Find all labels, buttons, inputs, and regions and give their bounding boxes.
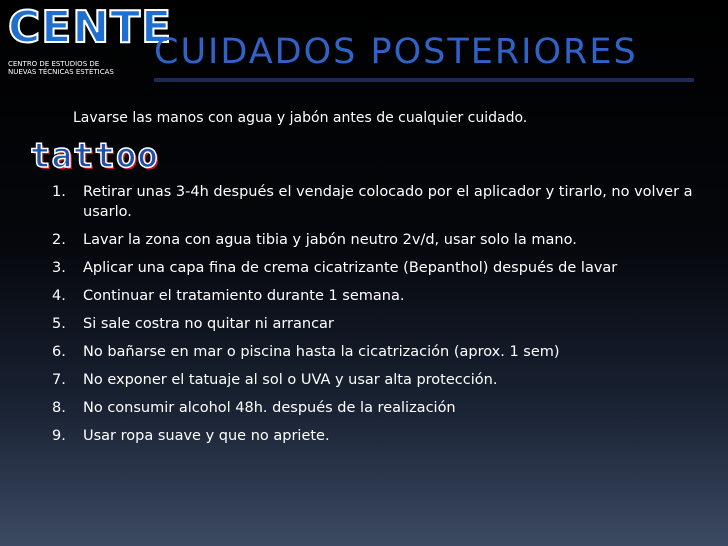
step-number: 2. bbox=[52, 232, 66, 248]
step-number: 6. bbox=[52, 344, 66, 360]
logo-subtitle-line1: CENTRO DE ESTUDIOS DE bbox=[8, 60, 100, 68]
list-item bbox=[0, 258, 700, 278]
step-text: No bañarse en mar o piscina hasta la cicatrización (aprox. 1 sem) bbox=[83, 344, 560, 360]
step-text: Si sale costra no quitar ni arrancar bbox=[83, 316, 334, 332]
step-number: 3. bbox=[52, 260, 66, 276]
list-item bbox=[0, 342, 700, 362]
step-number: 5. bbox=[52, 316, 66, 332]
logo-wordmark: CENTE bbox=[8, 2, 173, 53]
cente-logo bbox=[6, 2, 173, 80]
intro-text: Lavarse las manos con agua y jabón antes de cualquier cuidado. bbox=[73, 110, 528, 126]
title-underline bbox=[154, 78, 694, 82]
step-text: Aplicar una capa fina de crema cicatrizante (Bepanthol) después de lavar bbox=[83, 260, 618, 276]
list-item bbox=[0, 230, 700, 250]
step-number: 4. bbox=[52, 288, 66, 304]
step-text: No exponer el tatuaje al sol o UVA y usar alta protección. bbox=[83, 372, 498, 388]
logo-subtitle-line2: NUEVAS TÉCNICAS ESTÉTICAS bbox=[8, 68, 114, 76]
step-number: 8. bbox=[52, 400, 66, 416]
step-number: 1. bbox=[52, 184, 66, 200]
page-title: CUIDADOS POSTERIORES bbox=[154, 32, 638, 72]
care-steps-list bbox=[0, 182, 700, 454]
list-item bbox=[0, 286, 700, 306]
list-item bbox=[0, 370, 700, 390]
step-number: 7. bbox=[52, 372, 66, 388]
list-item bbox=[0, 182, 700, 222]
step-text: Lavar la zona con agua tibia y jabón neutro 2v/d, usar solo la mano. bbox=[83, 232, 577, 248]
list-item bbox=[0, 426, 700, 446]
step-number: 9. bbox=[52, 428, 66, 444]
step-text: Continuar el tratamiento durante 1 semana. bbox=[83, 288, 405, 304]
step-text: Retirar unas 3-4h después el vendaje colocado por el aplicador y tirarlo, no volver a usarlo. bbox=[83, 184, 693, 220]
step-text: Usar ropa suave y que no apriete. bbox=[83, 428, 330, 444]
step-text: No consumir alcohol 48h. después de la realización bbox=[83, 400, 456, 416]
list-item bbox=[0, 398, 700, 418]
tattoo-label: tattoo bbox=[30, 136, 159, 176]
list-item bbox=[0, 314, 700, 334]
